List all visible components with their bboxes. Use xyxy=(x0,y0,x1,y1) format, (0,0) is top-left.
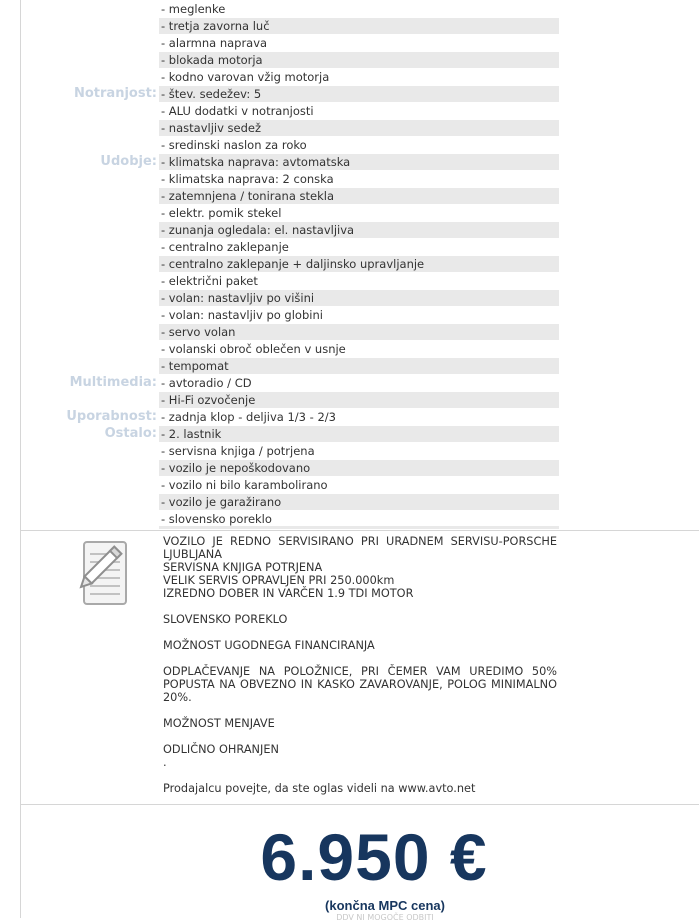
equipment-item: - blokada motorja xyxy=(159,52,559,68)
description-line: SERVISNA KNJIGA POTRJENA xyxy=(163,561,323,574)
equipment-row xyxy=(0,494,699,511)
equipment-item: - ALU dodatki v notranjosti xyxy=(161,104,314,118)
equipment-item: - Hi-Fi ozvočenje xyxy=(159,392,559,408)
equipment-item: - alarmna naprava xyxy=(161,36,268,50)
equipment-item: - klimatska naprava: avtomatska xyxy=(159,154,559,170)
description-block xyxy=(163,535,557,600)
notes-icon xyxy=(76,540,128,606)
equipment-row xyxy=(0,35,699,52)
equipment-row xyxy=(0,86,699,103)
equipment-row xyxy=(0,460,699,477)
equipment-row xyxy=(0,52,699,69)
equipment-row xyxy=(0,290,699,307)
equipment-item: - zunanja ogledala: el. nastavljiva xyxy=(159,222,559,238)
seller-referral-note: Prodajalcu povejte, da ste oglas videli na www.avto.net xyxy=(163,782,476,795)
equipment-item: - meglenke xyxy=(161,2,226,16)
equipment-item: - tretja zavorna luč xyxy=(159,18,559,34)
equipment-item: - 2. lastnik xyxy=(159,426,559,442)
equipment-item: - volanski obroč oblečen v usnje xyxy=(161,342,346,356)
equipment-item: - volan: nastavljiv po višini xyxy=(159,290,559,306)
price: 6.950 € xyxy=(260,820,488,894)
description-paragraph: SLOVENSKO POREKLO xyxy=(163,613,288,626)
seller-description xyxy=(163,535,557,782)
description-line: VOZILO JE REDNO SERVISIRANO PRI URADNEM SERVISU-PORSCHE LJUBLJANA xyxy=(163,535,557,561)
equipment-row xyxy=(0,477,699,494)
category-label-notranjost: Notranjost: xyxy=(73,86,157,101)
equipment-item: - vozilo je nepoškodovano xyxy=(159,460,559,476)
price-sublabel: DDV NI MOGOČE ODBITI xyxy=(336,913,434,922)
equipment-row xyxy=(0,341,699,358)
equipment-row xyxy=(0,358,699,375)
description-paragraph: . xyxy=(163,756,167,769)
equipment-item: - vozilo ni bilo karambolirano xyxy=(161,478,328,492)
description-paragraph: ODLIČNO OHRANJEN xyxy=(163,743,279,756)
equipment-row xyxy=(0,443,699,460)
equipment-item: - sredinski naslon za roko xyxy=(161,138,307,152)
equipment-row xyxy=(0,120,699,137)
description-paragraph: MOŽNOST UGODNEGA FINANCIRANJA xyxy=(163,639,375,652)
equipment-item: - slovensko poreklo xyxy=(161,512,272,526)
equipment-item: - elektr. pomik stekel xyxy=(161,206,282,220)
equipment-item: - štev. sedežev: 5 xyxy=(159,86,559,102)
equipment-row xyxy=(0,222,699,239)
equipment-item: - zatemnjena / tonirana stekla xyxy=(159,188,559,204)
price-label: (končna MPC cena) xyxy=(325,898,445,913)
equipment-row xyxy=(0,273,699,290)
equipment-row xyxy=(0,1,699,18)
category-label-udobje: Udobje: xyxy=(100,154,157,169)
equipment-row xyxy=(0,137,699,154)
equipment-row xyxy=(0,324,699,341)
equipment-row xyxy=(0,205,699,222)
equipment-row xyxy=(0,69,699,86)
equipment-row xyxy=(0,239,699,256)
category-label-uporabnost: Uporabnost: xyxy=(66,409,157,424)
equipment-row xyxy=(0,18,699,35)
equipment-row xyxy=(0,409,699,426)
equipment-item: - tempomat xyxy=(159,358,559,374)
equipment-row xyxy=(0,426,699,443)
equipment-row xyxy=(0,375,699,392)
equipment-row-edge xyxy=(0,526,699,529)
equipment-item: - centralno zaklepanje xyxy=(161,240,289,254)
equipment-item: - avtoradio / CD xyxy=(161,376,252,390)
equipment-item: - nastavljiv sedež xyxy=(159,120,559,136)
equipment-item: - klimatska naprava: 2 conska xyxy=(161,172,334,186)
equipment-item: - kodno varovan vžig motorja xyxy=(161,70,330,84)
equipment-row xyxy=(0,256,699,273)
equipment-row xyxy=(0,154,699,171)
equipment-row xyxy=(0,392,699,409)
section-divider xyxy=(20,804,699,805)
equipment-row xyxy=(0,171,699,188)
equipment-item: - zadnja klop - deljiva 1/3 - 2/3 xyxy=(161,410,336,424)
section-divider xyxy=(20,530,699,531)
equipment-row xyxy=(0,307,699,324)
equipment-row xyxy=(0,103,699,120)
description-line: IZREDNO DOBER IN VARČEN 1.9 TDI MOTOR xyxy=(163,587,414,600)
equipment-item: - volan: nastavljiv po globini xyxy=(161,308,323,322)
category-label-multimedia: Multimedia: xyxy=(69,375,157,390)
equipment-item: - servo volan xyxy=(159,324,559,340)
category-label-ostalo: Ostalo: xyxy=(104,426,157,441)
description-paragraph: ODPLAČEVANJE NA POLOŽNICE, PRI ČEMER VAM UREDIMO 50% POPUSTA NA OBVEZNO IN KASKO ZAVAROVANJE, POLOG MINIMALNO 20%. xyxy=(163,665,557,704)
equipment-item: - centralno zaklepanje + daljinsko upravljanje xyxy=(159,256,559,272)
equipment-row xyxy=(0,188,699,205)
equipment-item: - servisna knjiga / potrjena xyxy=(161,444,315,458)
equipment-item: - električni paket xyxy=(161,274,258,288)
equipment-item: - vozilo je garažirano xyxy=(159,494,559,510)
description-line: VELIK SERVIS OPRAVLJEN PRI 250.000km xyxy=(163,574,395,587)
description-paragraph: MOŽNOST MENJAVE xyxy=(163,717,275,730)
